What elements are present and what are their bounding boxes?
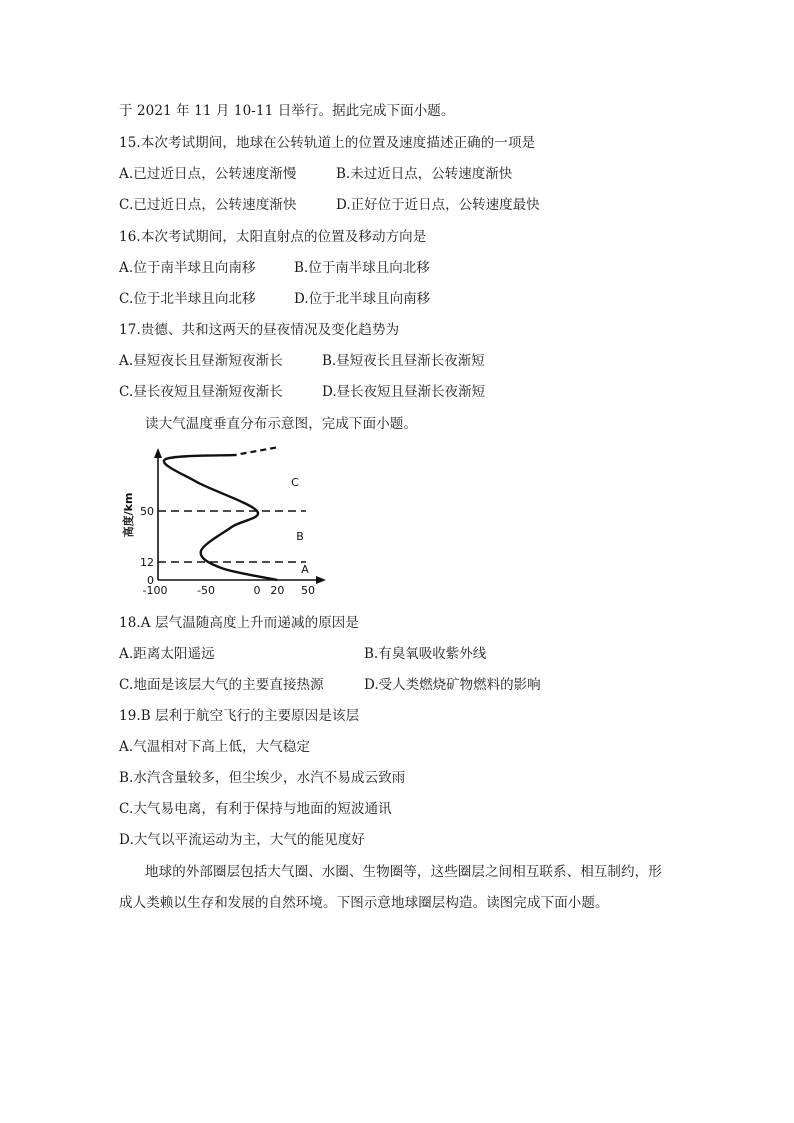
question-16-option-d: D.位于北半球且向南移 [294, 291, 431, 307]
question-15-option-b: B.未过近日点，公转速度渐快 [336, 166, 513, 182]
question-16-option-c: C.位于北半球且向北移 [119, 291, 256, 307]
question-19-option-d: D.大气以平流运动为主，大气的能见度好 [119, 832, 366, 848]
atmosphere-temperature-chart [110, 440, 340, 600]
question-17-option-d: D.昼长夜短且昼渐长夜渐短 [322, 384, 486, 400]
x-tick-label: 0 [253, 584, 261, 597]
question-16-option-a: A.位于南半球且向南移 [119, 260, 256, 276]
question-18-stem: 18.A 层气温随高度上升而递减的原因是 [119, 615, 360, 631]
layer-label-a: A [301, 563, 309, 576]
passage-line-2: 成人类赖以生存和发展的自然环境。下图示意地球圈层构造。读图完成下面小题。 [119, 895, 609, 911]
x-tick-label: -50 [197, 584, 215, 597]
question-19-option-b: B.水汽含量较多，但尘埃少，水汽不易成云致雨 [119, 770, 406, 786]
layer-label-b: B [296, 530, 304, 543]
layer-label-c: C [291, 476, 299, 489]
x-tick-label: 50 [301, 584, 315, 597]
x-tick-label: -100 [142, 584, 168, 597]
question-16-option-b: B.位于南半球且向北移 [294, 260, 430, 276]
y-tick-label: 0 [147, 574, 154, 587]
y-axis-label: 高度/km [122, 492, 135, 538]
x-axis-arrow [316, 576, 326, 584]
question-17-option-a: A.昼短夜长且昼渐短夜渐长 [119, 353, 283, 369]
question-19-option-a: A.气温相对下高上低，大气稳定 [119, 739, 311, 755]
intro-tail-text: 于 2021 年 11 月 10-11 日举行。据此完成下面小题。 [119, 103, 455, 119]
layer-boundaries [158, 511, 306, 562]
question-15-stem: 15.本次考试期间，地球在公转轨道上的位置及速度描述正确的一项是 [119, 135, 536, 151]
figure-intro-text: 读大气温度垂直分布示意图，完成下面小题。 [145, 416, 417, 432]
question-18-option-a: A.距离太阳遥远 [119, 646, 215, 662]
question-15-option-d: D.正好位于近日点，公转速度最快 [336, 197, 540, 213]
question-17-option-b: B.昼短夜长且昼渐长夜渐短 [322, 353, 485, 369]
question-18-option-b: B.有臭氧吸收紫外线 [364, 646, 487, 662]
question-19-option-c: C.大气易电离，有利于保持与地面的短波通讯 [119, 801, 392, 817]
chart-axes [154, 448, 326, 584]
passage-line-1: 地球的外部圈层包括大气圈、水圈、生物圈等，这些圈层之间相互联系、相互制约，形 [145, 864, 662, 880]
question-15-option-a: A.已过近日点，公转速度渐慢 [119, 166, 297, 182]
question-18-option-d: D.受人类燃烧矿物燃料的影响 [364, 677, 541, 693]
temperature-curve-group [164, 447, 279, 580]
question-19-stem: 19.B 层利于航空飞行的主要原因是该层 [119, 708, 360, 724]
question-15-option-c: C.已过近日点，公转速度渐快 [119, 197, 297, 213]
temperature-curve-tail [241, 447, 280, 454]
question-16-stem: 16.本次考试期间，太阳直射点的位置及移动方向是 [119, 229, 427, 245]
y-axis-arrow [154, 448, 162, 458]
temperature-curve [164, 455, 277, 580]
y-tick-label: 12 [140, 556, 154, 569]
y-tick-label: 50 [140, 505, 154, 518]
x-tick-label: 20 [270, 584, 285, 597]
question-18-option-c: C.地面是该层大气的主要直接热源 [119, 677, 324, 693]
question-17-stem: 17.贵德、共和这两天的昼夜情况及变化趋势为 [119, 322, 400, 338]
question-17-option-c: C.昼长夜短且昼渐短夜渐长 [119, 384, 283, 400]
